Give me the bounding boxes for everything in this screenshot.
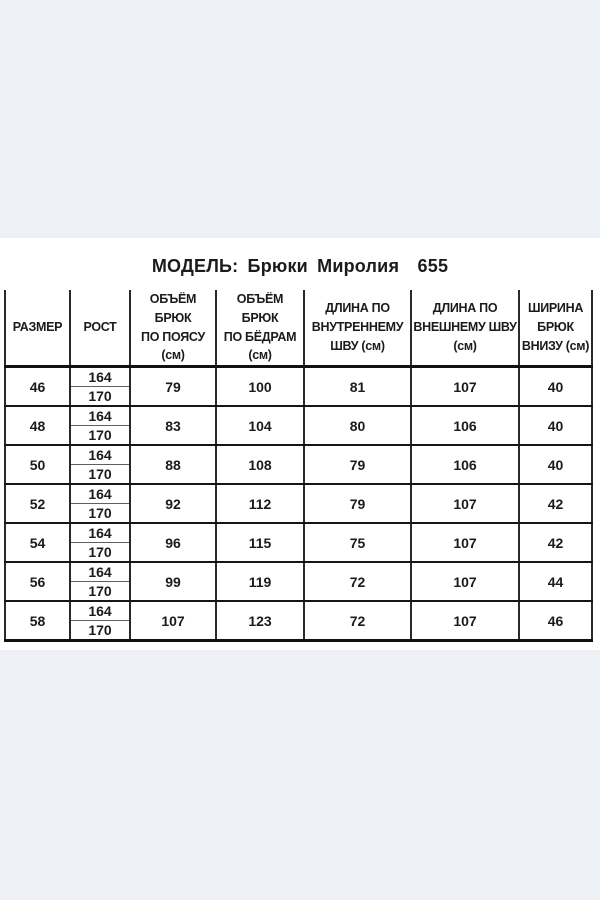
height-cell-164: 164 — [70, 406, 130, 426]
value-cell-inseam: 75 — [304, 523, 411, 562]
value-cell-hips: 104 — [216, 406, 304, 445]
height-cell-170: 170 — [70, 543, 130, 563]
value-cell-hem: 40 — [519, 406, 592, 445]
value-cell-hem: 40 — [519, 445, 592, 484]
height-cell-164: 164 — [70, 484, 130, 504]
height-cell-170: 170 — [70, 426, 130, 446]
size-cell: 54 — [5, 523, 70, 562]
value-cell-waist: 92 — [130, 484, 216, 523]
size-row-46-top — [5, 367, 592, 387]
table-body — [5, 367, 592, 641]
column-header-outseam: ДЛИНА ПО ВНЕШНЕМУ ШВУ (см) — [411, 290, 519, 367]
height-cell-164: 164 — [70, 523, 130, 543]
value-cell-waist: 107 — [130, 601, 216, 641]
size-cell: 58 — [5, 601, 70, 641]
bottom-band — [0, 650, 600, 900]
value-cell-outseam: 107 — [411, 601, 519, 641]
height-cell-170: 170 — [70, 582, 130, 602]
size-cell: 56 — [5, 562, 70, 601]
size-cell: 48 — [5, 406, 70, 445]
value-cell-hips: 115 — [216, 523, 304, 562]
value-cell-outseam: 106 — [411, 445, 519, 484]
size-cell: 46 — [5, 367, 70, 407]
value-cell-outseam: 107 — [411, 523, 519, 562]
size-cell: 52 — [5, 484, 70, 523]
height-cell-164: 164 — [70, 445, 130, 465]
value-cell-inseam: 80 — [304, 406, 411, 445]
column-header-hem: ШИРИНА БРЮК ВНИЗУ (см) — [519, 290, 592, 367]
column-header-hips: ОБЪЁМ БРЮК ПО БЁДРАМ (см) — [216, 290, 304, 367]
value-cell-waist: 83 — [130, 406, 216, 445]
height-cell-164: 164 — [70, 562, 130, 582]
size-chart-table — [4, 290, 593, 642]
column-header-inseam: ДЛИНА ПО ВНУТРЕННЕМУ ШВУ (см) — [304, 290, 411, 367]
value-cell-waist: 96 — [130, 523, 216, 562]
value-cell-inseam: 81 — [304, 367, 411, 407]
size-cell: 50 — [5, 445, 70, 484]
value-cell-hem: 42 — [519, 484, 592, 523]
height-cell-170: 170 — [70, 387, 130, 407]
value-cell-hips: 108 — [216, 445, 304, 484]
size-row-52-top — [5, 484, 592, 504]
column-header-height: РОСТ — [70, 290, 130, 367]
height-cell-170: 170 — [70, 621, 130, 641]
header-row — [5, 290, 592, 367]
column-header-waist: ОБЪЁМ БРЮК ПО ПОЯСУ (см) — [130, 290, 216, 367]
value-cell-hips: 112 — [216, 484, 304, 523]
size-row-48-top — [5, 406, 592, 426]
value-cell-outseam: 107 — [411, 562, 519, 601]
value-cell-hem: 44 — [519, 562, 592, 601]
value-cell-outseam: 107 — [411, 367, 519, 407]
value-cell-inseam: 79 — [304, 484, 411, 523]
page-title: МОДЕЛЬ: Брюки Миролия 655 — [151, 256, 449, 276]
value-cell-hips: 123 — [216, 601, 304, 641]
size-row-54-top — [5, 523, 592, 543]
value-cell-waist: 88 — [130, 445, 216, 484]
value-cell-hem: 40 — [519, 367, 592, 407]
value-cell-waist: 99 — [130, 562, 216, 601]
size-row-50-top — [5, 445, 592, 465]
column-header-size: РАЗМЕР — [5, 290, 70, 367]
top-band — [0, 0, 600, 238]
value-cell-waist: 79 — [130, 367, 216, 407]
value-cell-outseam: 107 — [411, 484, 519, 523]
height-cell-170: 170 — [70, 504, 130, 524]
height-cell-170: 170 — [70, 465, 130, 485]
value-cell-outseam: 106 — [411, 406, 519, 445]
height-cell-164: 164 — [70, 601, 130, 621]
value-cell-hem: 46 — [519, 601, 592, 641]
value-cell-inseam: 72 — [304, 562, 411, 601]
size-row-58-top — [5, 601, 592, 621]
value-cell-hips: 100 — [216, 367, 304, 407]
size-row-56-top — [5, 562, 592, 582]
value-cell-inseam: 72 — [304, 601, 411, 641]
value-cell-hem: 42 — [519, 523, 592, 562]
height-cell-164: 164 — [70, 367, 130, 387]
value-cell-inseam: 79 — [304, 445, 411, 484]
value-cell-hips: 119 — [216, 562, 304, 601]
table-header — [5, 290, 592, 367]
